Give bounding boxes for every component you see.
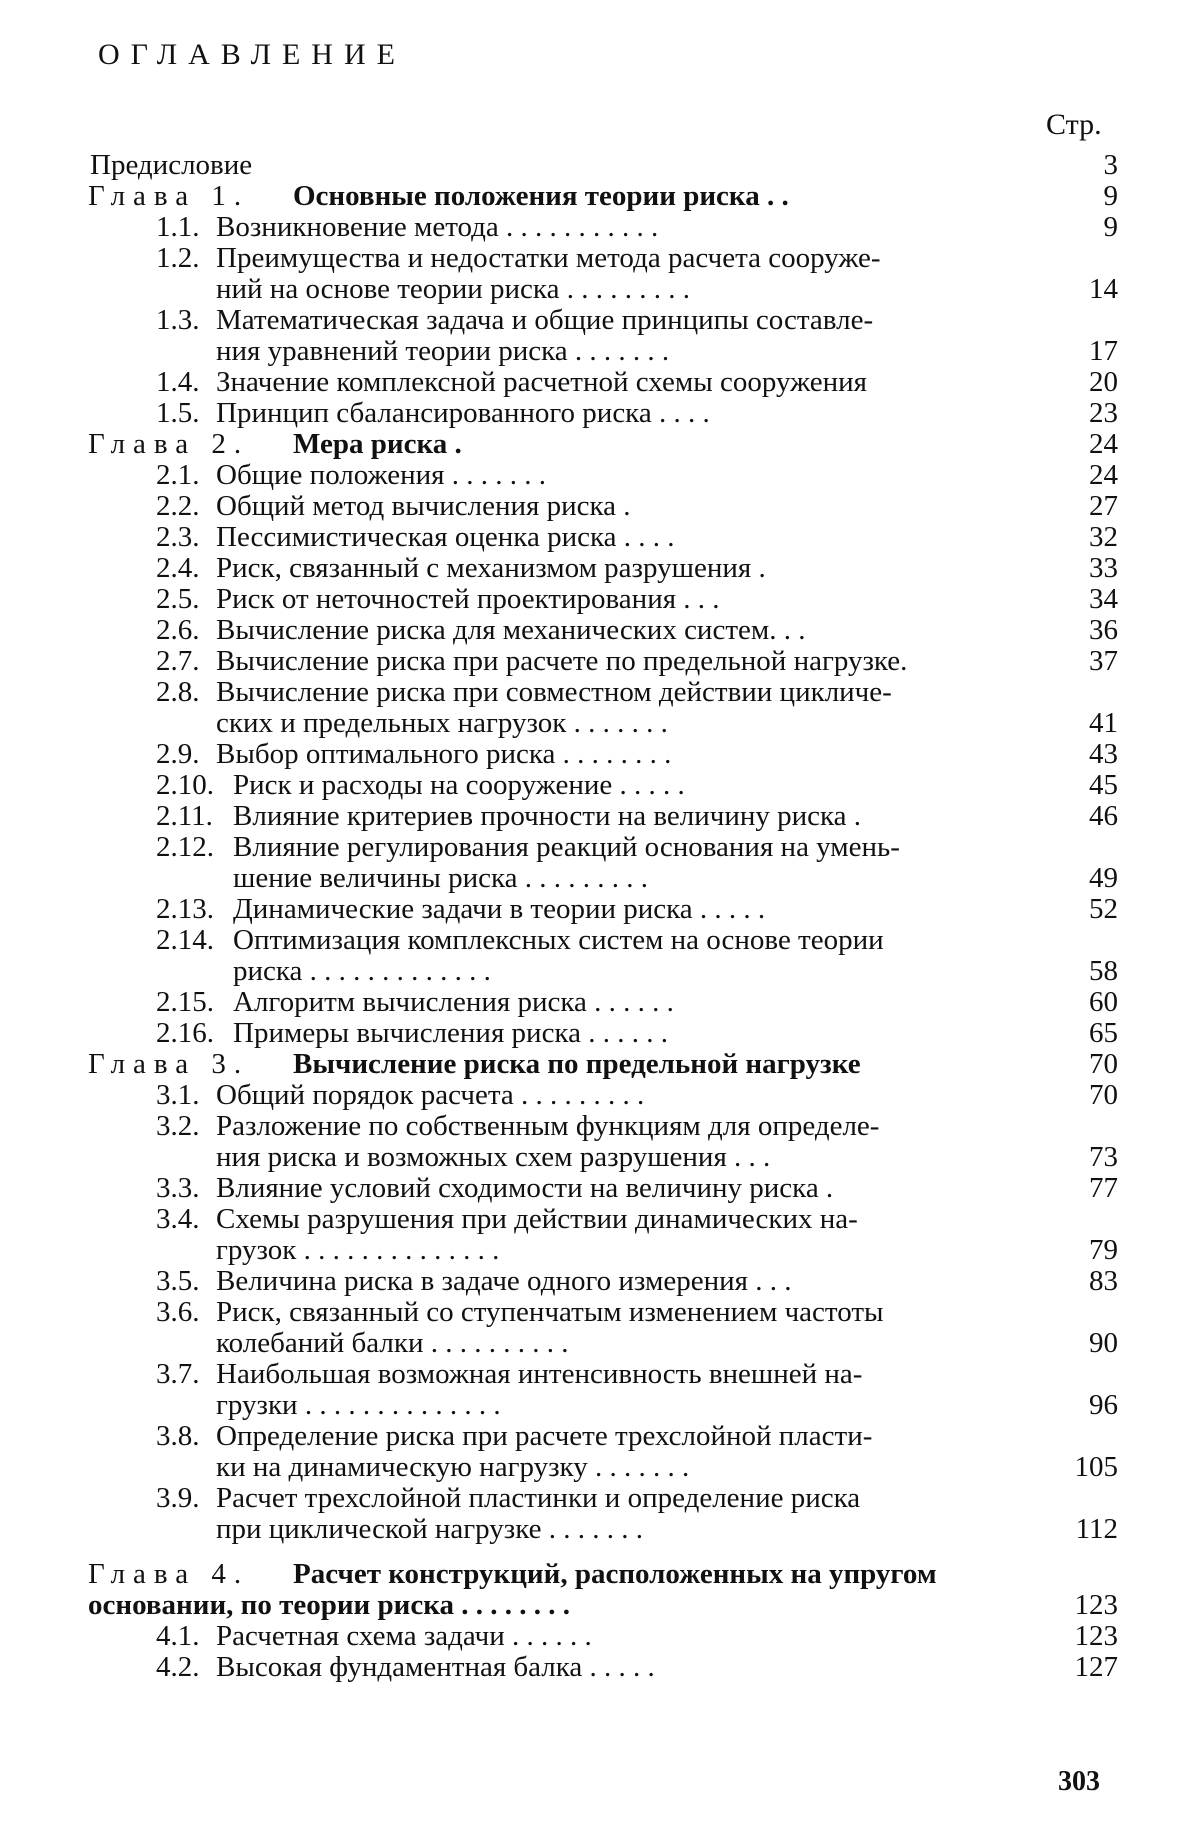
page-ref: 9 [1103,180,1118,212]
section-title: Риск, связанный со ступенчатым изменением частоты [216,1296,884,1328]
section-title: грузки . . . . . . . . . . . . . . [216,1389,501,1421]
page-ref: 27 [1089,490,1118,522]
section-title: ки на динамическую нагрузку . . . . . . . [216,1451,690,1483]
toc-entry-row [88,1328,1118,1359]
toc-entry-row [88,1111,1118,1142]
toc-entry-row [88,1390,1118,1421]
toc-entry-row [88,1235,1118,1266]
section-title: Выбор оптимального риска . . . . . . . . [216,738,672,770]
chapter-label: Глава 2. [88,428,250,460]
toc-entry-row [88,1483,1118,1514]
section-number: 2.3. [156,521,200,553]
section-title: Определение риска при расчете трехслойной пласти- [216,1420,873,1452]
chapter-title: Расчет конструкций, расположенных на упругом [293,1558,937,1590]
section-title: Вычисление риска при совместном действии цикличе- [216,676,892,708]
toc-entry-row [88,274,1118,305]
toc-entry-row [88,336,1118,367]
section-number: 2.7. [156,645,200,677]
section-title: Алгоритм вычисления риска . . . . . . [233,986,674,1018]
page-ref: 46 [1089,800,1118,832]
section-number: 3.4. [156,1203,200,1235]
section-number: 3.3. [156,1172,200,1204]
page-ref: 70 [1089,1079,1118,1111]
section-title: ния риска и возможных схем разрушения . . . [216,1141,771,1173]
page-ref: 3 [1103,149,1118,181]
section-title: Динамические задачи в теории риска . . . . . [233,893,766,925]
page-ref: 9 [1103,211,1118,243]
toc-entry-row [88,956,1118,987]
page-ref: 60 [1089,986,1118,1018]
toc-entry-row [88,460,1118,491]
page-ref: 41 [1089,707,1118,739]
page-ref: 65 [1089,1017,1118,1049]
section-number: 2.11. [156,800,213,832]
section-title: Расчет трехслойной пластинки и определение риска [216,1482,861,1514]
page-ref: 33 [1089,552,1118,584]
page-ref: 49 [1089,862,1118,894]
page-ref: 105 [1074,1451,1118,1483]
toc-entry-row [88,646,1118,677]
section-title: Влияние условий сходимости на величину риска . [216,1172,834,1204]
toc-entry-row [88,708,1118,739]
page-ref: 73 [1089,1141,1118,1173]
toc-entry-row [88,1266,1118,1297]
chapter-title: Вычисление риска по предельной нагрузке [293,1048,861,1080]
toc-entry-row [88,770,1118,801]
page-ref: 24 [1089,459,1118,491]
section-title: Влияние критериев прочности на величину риска . [233,800,862,832]
section-title: грузок . . . . . . . . . . . . . . [216,1234,500,1266]
section-title: Общие положения . . . . . . . [216,459,546,491]
toc-chapter-row [88,1590,1118,1621]
section-number: 1.2. [156,242,200,274]
section-number: 3.6. [156,1296,200,1328]
page-ref: 37 [1089,645,1118,677]
section-title: Принцип сбалансированного риска . . . . [216,397,710,429]
toc-entry-row [88,801,1118,832]
section-number: 2.1. [156,459,200,491]
chapter-title: Основные положения теории риска . . [293,180,789,212]
page-column-label: Стр. [1046,108,1102,141]
page-ref: 36 [1089,614,1118,646]
toc-entry-row [88,1652,1118,1683]
section-title: колебаний балки . . . . . . . . . . [216,1327,569,1359]
section-title: Оптимизация комплексных систем на основе теории [233,924,884,956]
toc-entry-row [88,615,1118,646]
toc-entry-row [88,863,1118,894]
section-title: Высокая фундаментная балка . . . . . [216,1651,655,1683]
chapter-title: Мера риска . [293,428,462,460]
section-number: 2.14. [156,924,214,956]
page-ref: 17 [1089,335,1118,367]
page-ref: 14 [1089,273,1118,305]
section-number: 3.7. [156,1358,200,1390]
toc-entry-row [88,398,1118,429]
section-title: Влияние регулирования реакций основания на умень- [233,831,900,863]
toc-entry-row [88,1621,1118,1652]
toc-entry-row [88,491,1118,522]
toc-entry-row [88,1421,1118,1452]
toc-entry-row [88,1173,1118,1204]
section-number: 2.9. [156,738,200,770]
section-title: ний на основе теории риска . . . . . . . . . [216,273,690,305]
chapter-title-continued: основании, по теории риска . . . . . . . . [88,1589,570,1621]
section-number: 2.6. [156,614,200,646]
toc-entry-row [88,367,1118,398]
section-title: Значение комплексной расчетной схемы сооружения [216,366,867,398]
section-title: Величина риска в задаче одного измерения . . . [216,1265,792,1297]
toc-entry-row [88,1514,1118,1545]
toc-entry-row [88,1297,1118,1328]
toc-entry-row [88,1080,1118,1111]
page-ref: 52 [1089,893,1118,925]
section-title: Вычисление риска для механических систем. . . [216,614,806,646]
section-number: 1.5. [156,397,200,429]
page-ref: 20 [1089,366,1118,398]
spacer [88,1545,1118,1559]
page-ref: 34 [1089,583,1118,615]
chapter-label: Глава 3. [88,1048,250,1080]
page-ref: 112 [1075,1513,1118,1545]
page-ref: 96 [1089,1389,1118,1421]
section-number: 2.8. [156,676,200,708]
page-ref: 24 [1089,428,1118,460]
toc-entry-row [88,553,1118,584]
page-ref: 70 [1089,1048,1118,1080]
page-ref: 90 [1089,1327,1118,1359]
section-title: Наибольшая возможная интенсивность внешней на- [216,1358,863,1390]
toc-entry-row [88,212,1118,243]
toc-chapter-row [88,181,1118,212]
section-title: Предисловие [90,149,253,181]
section-number: 3.8. [156,1420,200,1452]
section-number: 2.13. [156,893,214,925]
section-number: 4.1. [156,1620,200,1652]
section-number: 2.4. [156,552,200,584]
toc-entry-row [88,1142,1118,1173]
section-title: Математическая задача и общие принципы составле- [216,304,874,336]
page-ref: 123 [1074,1620,1118,1652]
table-of-contents [88,150,1118,1683]
section-number: 2.10. [156,769,214,801]
section-title: Риск и расходы на сооружение . . . . . [233,769,685,801]
toc-entry-row [88,677,1118,708]
toc-entry-row [88,584,1118,615]
section-number: 3.5. [156,1265,200,1297]
toc-entry-row [88,739,1118,770]
section-number: 4.2. [156,1651,200,1683]
toc-entry-row [88,925,1118,956]
page-ref: 58 [1089,955,1118,987]
page-ref: 45 [1089,769,1118,801]
section-number: 2.12. [156,831,214,863]
page-ref: 32 [1089,521,1118,553]
section-title: Примеры вычисления риска . . . . . . [233,1017,668,1049]
section-number: 1.4. [156,366,200,398]
section-title: риска . . . . . . . . . . . . . [233,955,491,987]
section-title: Преимущества и недостатки метода расчета сооруже- [216,242,881,274]
section-number: 3.2. [156,1110,200,1142]
section-title: ских и предельных нагрузок . . . . . . . [216,707,668,739]
toc-entry-row [88,243,1118,274]
toc-entry-row [88,522,1118,553]
section-number: 1.1. [156,211,200,243]
toc-entry-row [88,1204,1118,1235]
section-title: Риск от неточностей проектирования . . . [216,583,720,615]
page-title: ОГЛАВЛЕНИЕ [98,38,406,71]
section-number: 2.2. [156,490,200,522]
section-title: Разложение по собственным функциям для определе- [216,1110,880,1142]
section-title: шение величины риска . . . . . . . . . [233,862,649,894]
page-ref: 23 [1089,397,1118,429]
section-number: 2.15. [156,986,214,1018]
section-title: при циклической нагрузке . . . . . . . [216,1513,643,1545]
chapter-label: Глава 1. [88,180,250,212]
section-number: 1.3. [156,304,200,336]
toc-entry-row [88,1359,1118,1390]
page-ref: 43 [1089,738,1118,770]
toc-entry-row [88,894,1118,925]
section-title: Возникновение метода . . . . . . . . . . . [216,211,659,243]
section-title: Расчетная схема задачи . . . . . . [216,1620,592,1652]
section-title: Пессимистическая оценка риска . . . . [216,521,675,553]
toc-entry-row [88,1018,1118,1049]
section-title: Риск, связанный с механизмом разрушения . [216,552,766,584]
section-number: 3.9. [156,1482,200,1514]
toc-chapter-row [88,1049,1118,1080]
toc-entry-row [88,150,1118,181]
chapter-label: Глава 4. [88,1558,250,1590]
section-number: 2.16. [156,1017,214,1049]
page-ref: 123 [1074,1589,1118,1621]
page-ref: 79 [1089,1234,1118,1266]
toc-entry-row [88,832,1118,863]
section-title: Вычисление риска при расчете по предельной нагрузке. [216,645,908,677]
section-number: 2.5. [156,583,200,615]
page-ref: 127 [1074,1651,1118,1683]
page-number: 303 [1058,1766,1100,1797]
section-title: ния уравнений теории риска . . . . . . . [216,335,670,367]
toc-chapter-row [88,429,1118,460]
toc-chapter-row [88,1559,1118,1590]
toc-entry-row [88,987,1118,1018]
page-ref: 77 [1089,1172,1118,1204]
toc-entry-row [88,305,1118,336]
section-number: 3.1. [156,1079,200,1111]
section-title: Общий порядок расчета . . . . . . . . . [216,1079,645,1111]
section-title: Схемы разрушения при действии динамических на- [216,1203,858,1235]
toc-entry-row [88,1452,1118,1483]
section-title: Общий метод вычисления риска . [216,490,631,522]
page-ref: 83 [1089,1265,1118,1297]
